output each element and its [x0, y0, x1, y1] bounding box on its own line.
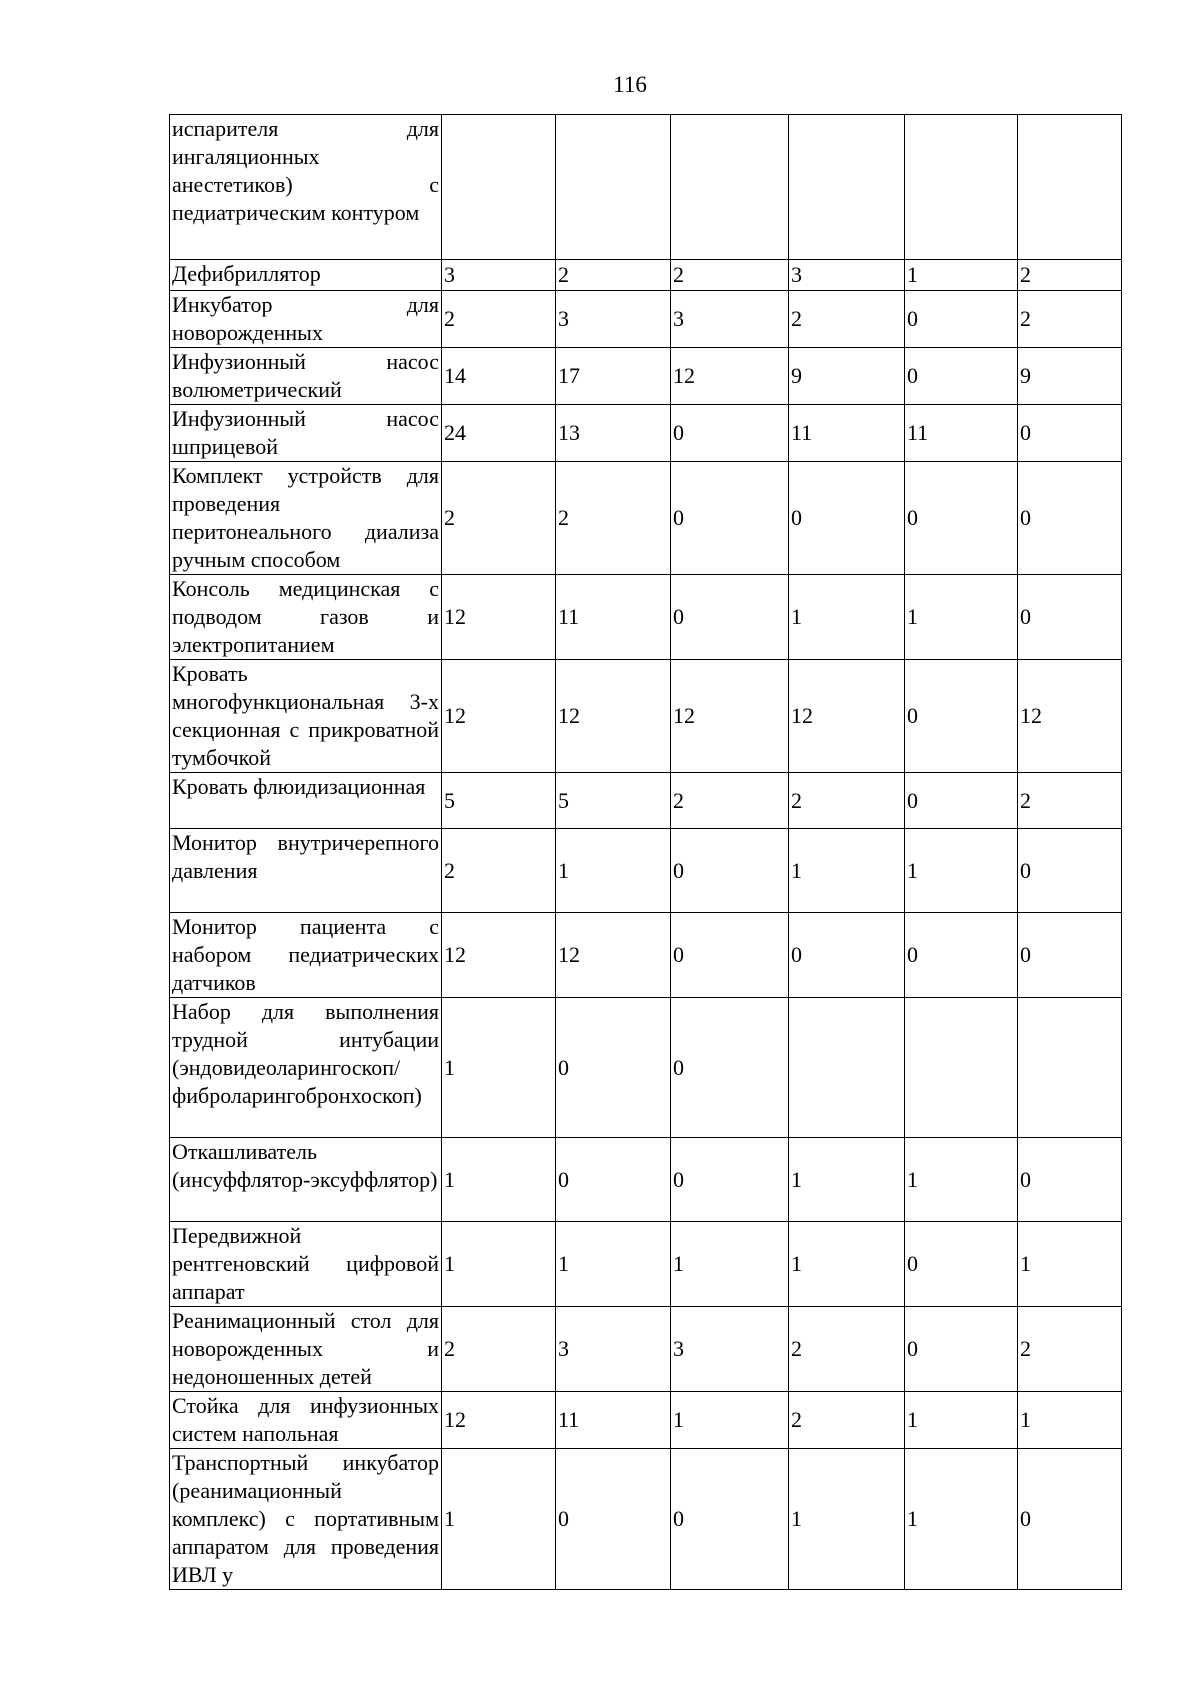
quantity-cell: 2 — [1018, 291, 1122, 348]
quantity-cell: 2 — [556, 260, 671, 291]
quantity-cell: 0 — [671, 575, 789, 660]
quantity-cell: 12 — [556, 660, 671, 773]
quantity-cell — [1018, 998, 1122, 1138]
table-row — [170, 115, 1122, 260]
equipment-name-cell: Набор для выполнения трудной интубации (эндовидеоларингоскоп/ фиброларингобронхоскоп) — [170, 998, 442, 1138]
quantity-cell: 0 — [671, 998, 789, 1138]
table-row — [170, 1222, 1122, 1307]
quantity-cell: 1 — [1018, 1392, 1122, 1449]
table-row — [170, 1138, 1122, 1222]
quantity-cell: 0 — [1018, 405, 1122, 462]
quantity-cell: 1 — [905, 575, 1018, 660]
table-row — [170, 462, 1122, 575]
equipment-table — [169, 114, 1122, 1590]
quantity-cell: 1 — [1018, 1222, 1122, 1307]
quantity-cell: 2 — [442, 1307, 556, 1392]
quantity-cell: 0 — [671, 405, 789, 462]
table-row — [170, 348, 1122, 405]
table-row — [170, 575, 1122, 660]
quantity-cell: 9 — [789, 348, 905, 405]
quantity-cell: 12 — [789, 660, 905, 773]
page-number: 116 — [613, 72, 647, 97]
quantity-cell — [442, 115, 556, 260]
quantity-cell: 9 — [1018, 348, 1122, 405]
quantity-cell: 2 — [1018, 773, 1122, 829]
quantity-cell: 11 — [556, 1392, 671, 1449]
quantity-cell: 0 — [671, 1449, 789, 1590]
quantity-cell: 0 — [905, 1222, 1018, 1307]
quantity-cell — [556, 115, 671, 260]
quantity-cell: 12 — [442, 660, 556, 773]
quantity-cell: 5 — [442, 773, 556, 829]
quantity-cell: 1 — [556, 829, 671, 913]
equipment-name-cell: Реанимационный стол для новорожденных и недоношенных детей — [170, 1307, 442, 1392]
quantity-cell: 1 — [789, 1138, 905, 1222]
table-row — [170, 1449, 1122, 1590]
quantity-cell: 1 — [556, 1222, 671, 1307]
equipment-name-cell: Инфузионный насос шприцевой — [170, 405, 442, 462]
quantity-cell: 2 — [671, 260, 789, 291]
equipment-name-cell: Монитор пациента с набором педиатрических датчиков — [170, 913, 442, 998]
quantity-cell: 12 — [671, 660, 789, 773]
quantity-cell: 1 — [789, 1222, 905, 1307]
quantity-cell: 0 — [1018, 1449, 1122, 1590]
quantity-cell: 0 — [905, 913, 1018, 998]
quantity-cell: 1 — [671, 1222, 789, 1307]
quantity-cell — [1018, 115, 1122, 260]
table-row — [170, 660, 1122, 773]
quantity-cell: 2 — [789, 291, 905, 348]
quantity-cell: 0 — [905, 660, 1018, 773]
quantity-cell: 11 — [905, 405, 1018, 462]
table-row — [170, 829, 1122, 913]
quantity-cell: 1 — [442, 1449, 556, 1590]
table-row — [170, 405, 1122, 462]
quantity-cell: 1 — [789, 575, 905, 660]
quantity-cell: 0 — [789, 913, 905, 998]
table-row — [170, 1392, 1122, 1449]
quantity-cell: 1 — [442, 998, 556, 1138]
equipment-name-cell: Инкубатор для новорожденных — [170, 291, 442, 348]
quantity-cell: 0 — [671, 913, 789, 998]
equipment-name-cell: Передвижной рентгеновский цифровой аппарат — [170, 1222, 442, 1307]
quantity-cell: 12 — [442, 913, 556, 998]
quantity-cell: 17 — [556, 348, 671, 405]
quantity-cell — [905, 115, 1018, 260]
quantity-cell: 11 — [789, 405, 905, 462]
quantity-cell: 0 — [789, 462, 905, 575]
quantity-cell: 0 — [671, 462, 789, 575]
quantity-cell: 3 — [671, 291, 789, 348]
quantity-cell: 1 — [905, 1138, 1018, 1222]
quantity-cell: 12 — [442, 575, 556, 660]
quantity-cell — [789, 998, 905, 1138]
equipment-name-cell: Транспортный инкубатор (реанимационный комплекс) с портативным аппаратом для проведения ИВЛ у — [170, 1449, 442, 1590]
quantity-cell: 0 — [905, 348, 1018, 405]
quantity-cell: 0 — [1018, 575, 1122, 660]
quantity-cell: 1 — [789, 829, 905, 913]
quantity-cell: 1 — [905, 1449, 1018, 1590]
quantity-cell: 14 — [442, 348, 556, 405]
quantity-cell: 1 — [905, 1392, 1018, 1449]
quantity-cell — [789, 115, 905, 260]
equipment-name-cell: Кровать многофункциональная 3-х секционная с прикроватной тумбочкой — [170, 660, 442, 773]
table-row — [170, 773, 1122, 829]
equipment-name-cell: Стойка для инфузионных систем напольная — [170, 1392, 442, 1449]
equipment-name-cell: Инфузионный насос волюметрический — [170, 348, 442, 405]
quantity-cell: 0 — [671, 1138, 789, 1222]
table-body — [170, 115, 1122, 1590]
quantity-cell: 0 — [1018, 913, 1122, 998]
quantity-cell: 1 — [442, 1138, 556, 1222]
quantity-cell — [671, 115, 789, 260]
quantity-cell: 2 — [1018, 260, 1122, 291]
quantity-cell: 2 — [671, 773, 789, 829]
quantity-cell: 5 — [556, 773, 671, 829]
quantity-cell: 12 — [556, 913, 671, 998]
quantity-cell: 2 — [789, 1307, 905, 1392]
quantity-cell: 2 — [442, 291, 556, 348]
equipment-name-cell: Кровать флюидизационная — [170, 773, 442, 829]
equipment-name-cell: Монитор внутричерепного давления — [170, 829, 442, 913]
table-row — [170, 913, 1122, 998]
quantity-cell: 0 — [556, 1138, 671, 1222]
quantity-cell: 0 — [905, 773, 1018, 829]
table-row — [170, 1307, 1122, 1392]
quantity-cell: 2 — [1018, 1307, 1122, 1392]
equipment-name-cell: Консоль медицинская с подводом газов и электропитанием — [170, 575, 442, 660]
quantity-cell: 2 — [442, 462, 556, 575]
quantity-cell: 2 — [442, 829, 556, 913]
quantity-cell: 3 — [789, 260, 905, 291]
quantity-cell: 1 — [905, 829, 1018, 913]
quantity-cell: 1 — [789, 1449, 905, 1590]
quantity-cell: 24 — [442, 405, 556, 462]
quantity-cell: 12 — [671, 348, 789, 405]
quantity-cell: 0 — [1018, 462, 1122, 575]
quantity-cell: 2 — [789, 1392, 905, 1449]
equipment-name-cell: Комплект устройств для проведения перитонеального диализа ручным способом — [170, 462, 442, 575]
quantity-cell: 12 — [442, 1392, 556, 1449]
quantity-cell: 1 — [442, 1222, 556, 1307]
quantity-cell: 1 — [671, 1392, 789, 1449]
quantity-cell: 0 — [556, 1449, 671, 1590]
quantity-cell: 3 — [556, 291, 671, 348]
quantity-cell: 0 — [905, 462, 1018, 575]
quantity-cell: 0 — [905, 1307, 1018, 1392]
table-row — [170, 260, 1122, 291]
quantity-cell — [905, 998, 1018, 1138]
quantity-cell: 2 — [789, 773, 905, 829]
table-row — [170, 291, 1122, 348]
quantity-cell: 12 — [1018, 660, 1122, 773]
quantity-cell: 0 — [671, 829, 789, 913]
quantity-cell: 11 — [556, 575, 671, 660]
equipment-name-cell: Дефибриллятор — [170, 260, 442, 291]
quantity-cell: 0 — [1018, 1138, 1122, 1222]
quantity-cell: 0 — [556, 998, 671, 1138]
quantity-cell: 1 — [905, 260, 1018, 291]
quantity-cell: 3 — [442, 260, 556, 291]
quantity-cell: 3 — [556, 1307, 671, 1392]
quantity-cell: 0 — [1018, 829, 1122, 913]
quantity-cell: 0 — [905, 291, 1018, 348]
quantity-cell: 13 — [556, 405, 671, 462]
table-row — [170, 998, 1122, 1138]
equipment-name-cell: Откашливатель (инсуффлятор-эксуффлятор) — [170, 1138, 442, 1222]
quantity-cell: 2 — [556, 462, 671, 575]
equipment-name-cell: испарителя для ингаляционных анестетиков) с педиатрическим контуром — [170, 115, 442, 260]
quantity-cell: 3 — [671, 1307, 789, 1392]
